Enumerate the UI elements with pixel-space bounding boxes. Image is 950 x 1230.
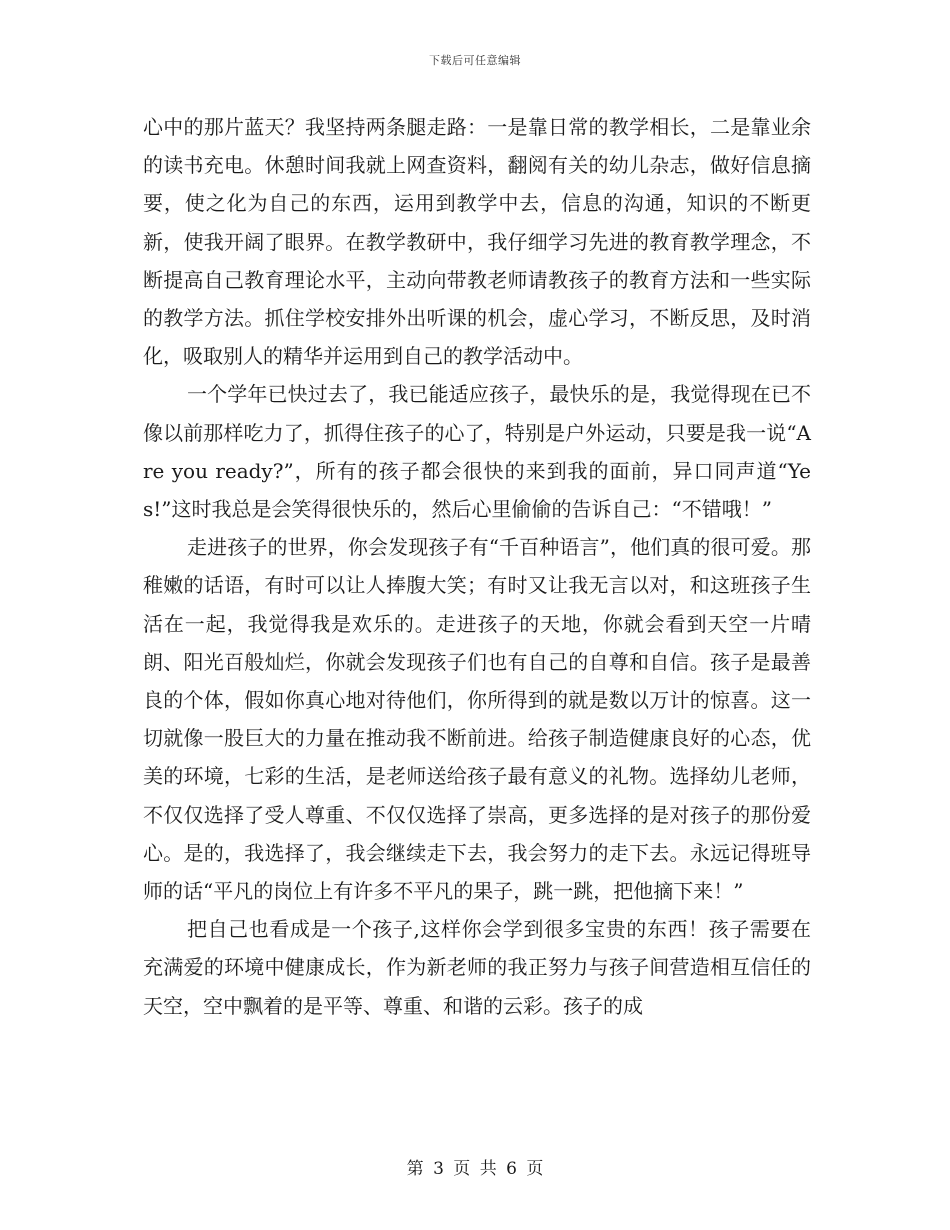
page-number-footer: 第 3 页 共 6 页 — [406, 1159, 544, 1179]
page-header: 下载后可任意编辑 — [429, 54, 521, 67]
paragraph-continued: 心中的那片蓝天？我坚持两条腿走路：一是靠日常的教学相长，二是靠业余的读书充电。休憩时间我就上网查资料，翻阅有关的幼儿杂志，做好信息摘要，使之化为自己的东西，运用到教学中去，信息的沟通，知识的不断更新，使我开阔了眼界。在教学教研中，我仔细学习先进的教育教学理念，不断提高自己教育理论水平，主动向带教老师请教孩子的教育方法和一些实际的教学方法。抓住学校安排外出听课的机会，虚心学习，不断反思，及时消化，吸取别人的精华并运用到自己的教学活动中。 — [143, 115, 811, 369]
paragraph: 一个学年已快过去了，我已能适应孩子，最快乐的是，我觉得现在已不像以前那样吃力了，抓得住孩子的心了，特别是户外运动，只要是我一说“Are you ready?”，所有的孩子都会很快的来到我的面前，异口同声道“Yes!”这时我总是会笑得很快乐的，然后心里偷偷的告诉自己：“不错哦！” — [143, 382, 811, 522]
paragraph: 走进孩子的世界，你会发现孩子有“千百种语言”，他们真的很可爱。那稚嫩的话语，有时可以让人捧腹大笑；有时又让我无言以对，和这班孩子生活在一起，我觉得我是欢乐的。走进孩子的天地，你就会看到天空一片晴朗、阳光百般灿烂，你就会发现孩子们也有自己的自尊和自信。孩子是最善良的个体，假如你真心地对待他们，你所得到的就是数以万计的惊喜。这一切就像一股巨大的力量在推动我不断前进。给孩子制造健康良好的心态，优美的环境，七彩的生活，是老师送给孩子最有意义的礼物。选择幼儿老师，不仅仅选择了受人尊重、不仅仅选择了崇高，更多选择的是对孩子的那份爱心。是的，我选择了，我会继续走下去，我会努力的走下去。永远记得班导师的话“平凡的岗位上有许多不平凡的果子，跳一跳，把他摘下来！” — [143, 535, 811, 904]
paragraph: 把自己也看成是一个孩子,这样你会学到很多宝贵的东西！孩子需要在充满爱的环境中健康成长，作为新老师的我正努力与孩子间营造相互信任的天空，空中飘着的是平等、尊重、和谐的云彩。孩子的成 — [143, 917, 811, 1018]
document-body — [143, 108, 811, 1025]
